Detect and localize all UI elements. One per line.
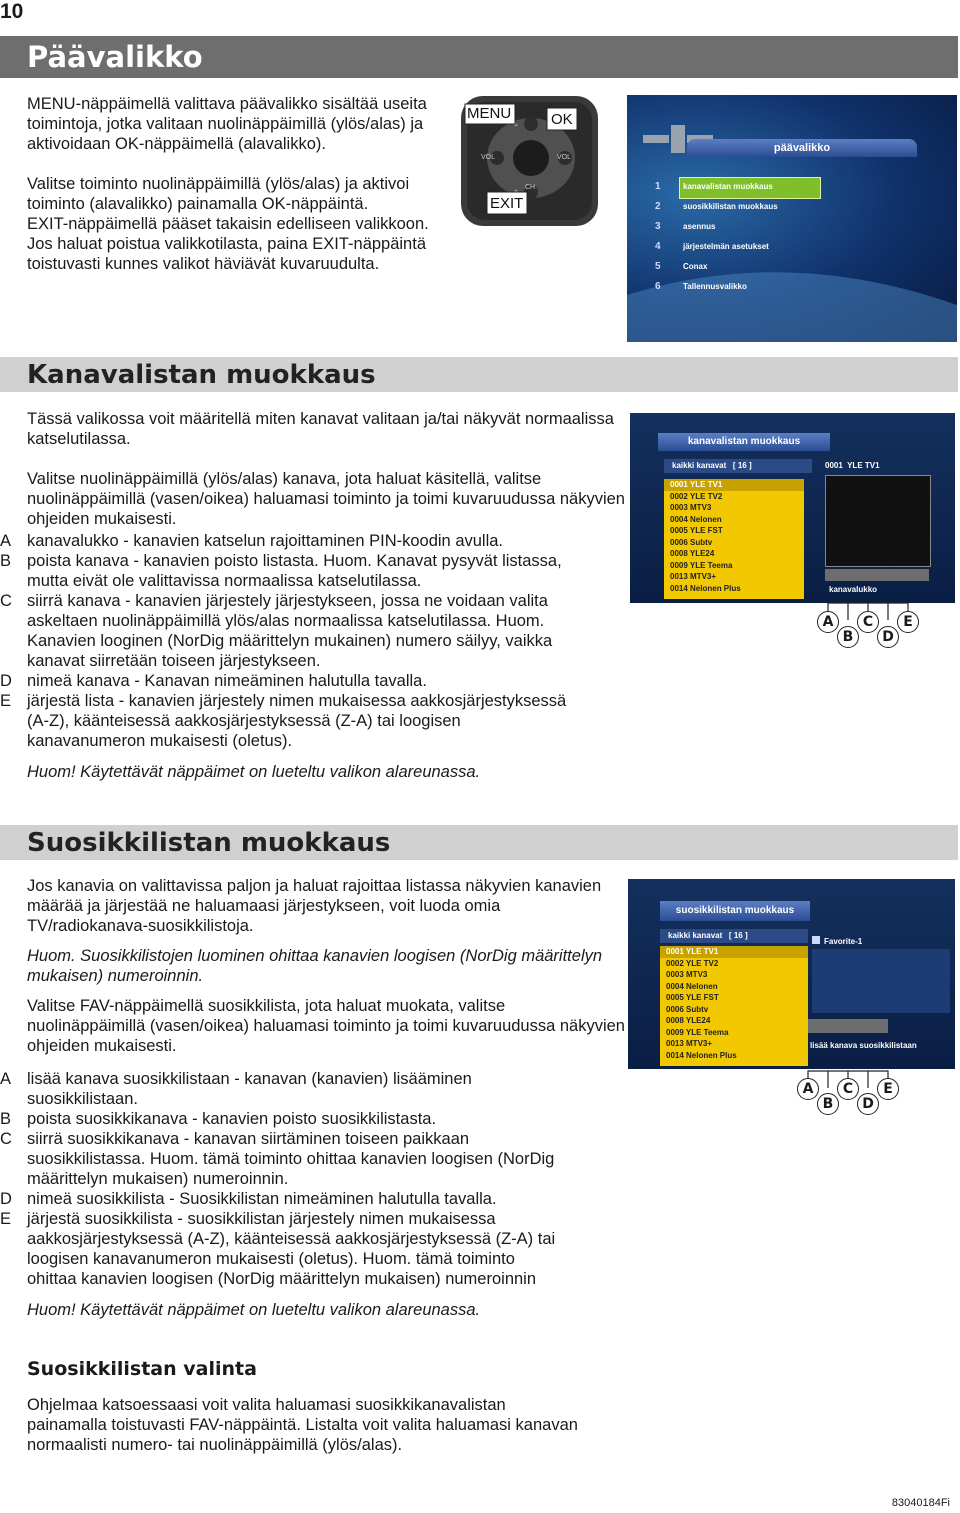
remote-menu-label: MENU bbox=[467, 105, 512, 122]
kanavalista-screen bbox=[630, 413, 955, 603]
item-letter: A bbox=[0, 1070, 12, 1088]
remote-control-image bbox=[461, 96, 598, 226]
kanavalista-function-list bbox=[0, 531, 630, 761]
item-line: mutta eivät ole valittavissa normaalissa katselutilassa. bbox=[27, 572, 422, 590]
main-paragraph-3: EXIT-näppäimellä pääset takaisin edelliseen valikkoon. Jos haluat poistua valikkotilasta, paina EXIT-näppäintä toistuvasti kunnes valikot häviävät kuvaruudulta. bbox=[27, 215, 429, 273]
item-line: kanavat siirretään toiseen järjestykseen. bbox=[27, 652, 321, 670]
channel-row: 0013 MTV3+ bbox=[670, 572, 717, 581]
suosikki-paragraph-1: Jos kanavia on valittavissa paljon ja haluat rajoittaa listassa näkyvien kanavien määrää ja järjestää ne haluamaasi järjestykseen, voit luoda omia TV/radiokanava-suosikkilistoja. bbox=[27, 877, 602, 935]
item-line: määrittelyn mukaisen) numeroinnin. bbox=[27, 1170, 289, 1188]
kanavalista-section-header bbox=[0, 357, 958, 392]
item-letter: E bbox=[0, 1210, 12, 1228]
channel-row: 0005 YLE FST bbox=[670, 526, 723, 535]
menu-item: 6 Tallennusvalikko bbox=[655, 281, 747, 292]
item-line: kanavalukko - kanavien katselun rajoittaminen PIN-koodin avulla. bbox=[27, 532, 504, 550]
kanavalista-list-header: kaikki kanavat [ 16 ] bbox=[664, 459, 812, 473]
kanavalista-screen-title: kanavalistan muokkaus bbox=[658, 433, 830, 451]
channel-row: 0003 MTV3 bbox=[670, 503, 712, 512]
item-letter: D bbox=[0, 672, 12, 690]
menu-item: 5 Conax bbox=[655, 261, 708, 272]
kanavalista-paragraph-2: Valitse nuolinäppäimillä (ylös/alas) kanava, jota haluat käsitellä, valitse nuolinäppäimillä (vasen/oikea) haluamasi toiminto ja toimi kuvaruudussa näkyvien ohjeiden mukaisesti. bbox=[27, 470, 625, 528]
channel-row: 0002 YLE TV2 bbox=[666, 958, 719, 968]
kanavalista-function-icons bbox=[825, 569, 929, 581]
suosikki-favorite-label: Favorite-1 bbox=[824, 937, 863, 946]
item-line: siirrä kanava - kanavien järjestely järjestykseen, jossa ne voidaan valita bbox=[27, 592, 548, 610]
item-line: lisää kanava suosikkilistaan - kanavan (kanavien) lisääminen bbox=[27, 1070, 472, 1088]
main-section-header bbox=[0, 36, 958, 78]
kanavalista-title: Kanavalistan muokkaus bbox=[27, 360, 376, 390]
item-line: poista suosikkikanava - kanavien poisto suosikkilistasta. bbox=[27, 1110, 437, 1128]
suosikki-favorite-header bbox=[812, 931, 950, 945]
suosikki-title: Suosikkilistan muokkaus bbox=[27, 828, 391, 858]
item-line: suosikkilistassa. Huom. tämä toiminto ohittaa kanavien loogisen (NorDig bbox=[27, 1150, 555, 1168]
channel-row: 0013 MTV3+ bbox=[666, 1039, 713, 1048]
item-line: suosikkilistaan. bbox=[27, 1090, 138, 1108]
suosikki-paragraph-2: Huom. Suosikkilistojen luominen ohittaa kanavien loogisen (NorDig määrittelyn mukaisen) numeroinnin. bbox=[27, 947, 603, 985]
main-paragraph-1: MENU-näppäimellä valittava päävalikko sisältää useita toimintoja, jotka valitaan nuolinäppäimillä (ylös/alas) ja aktivoidaan OK-näppäimellä (alavalikko). bbox=[27, 95, 427, 153]
badge-b: B bbox=[817, 1093, 839, 1115]
suosikki-intro bbox=[27, 876, 625, 1056]
item-line: Kanavien looginen (NorDig määrittelyn mukainen) numero säilyy, vaikka bbox=[27, 632, 553, 650]
channel-row: 0005 YLE FST bbox=[666, 993, 719, 1002]
valinta-title: Suosikkilistan valinta bbox=[27, 1358, 257, 1380]
kanavalista-channel-list bbox=[664, 479, 804, 599]
remote-exit-label: EXIT bbox=[490, 195, 524, 212]
remote-vol-left-label: VOL bbox=[481, 154, 496, 161]
suosikki-paragraph-3: Valitse FAV-näppäimellä suosikkilista, jota haluat muokata, valitse nuolinäppäimillä (vasen/oikea) haluamasi toiminto ja toimi kuvaruudussa näkyvien ohjeiden mukaisesti. bbox=[27, 997, 625, 1055]
badge-b: B bbox=[837, 626, 859, 648]
channel-row: 0014 Nelonen Plus bbox=[666, 1050, 737, 1060]
badge-e: E bbox=[877, 1078, 899, 1100]
channel-row-selected: 0001 YLE TV1 bbox=[660, 946, 808, 958]
remote-ok-label: OK bbox=[551, 111, 573, 128]
badge-a: A bbox=[797, 1078, 819, 1100]
item-line: siirrä suosikkikanava - kanavan siirtäminen toiseen paikkaan bbox=[27, 1130, 470, 1148]
page-number: 10 bbox=[0, 0, 24, 23]
item-line: järjestä suosikkilista - suosikkilistan järjestely nimen mukaisessa bbox=[27, 1210, 496, 1228]
kanavalista-preview-channel: 0001 YLE TV1 bbox=[825, 461, 880, 470]
main-menu-screen bbox=[627, 95, 957, 342]
channel-row: 0002 YLE TV2 bbox=[670, 491, 723, 501]
main-paragraph-2: Valitse toiminto nuolinäppäimillä (ylös/alas) ja aktivoi toiminto (alavalikko) painamalla OK-näppäintä. bbox=[27, 175, 410, 213]
item-line: nimeä kanava - Kanavan nimeäminen halutulla tavalla. bbox=[27, 672, 427, 690]
footer-code: 83040184Fi bbox=[891, 1497, 950, 1509]
kanavalista-preview-window bbox=[825, 475, 931, 567]
suosikki-function-list bbox=[0, 1069, 630, 1289]
channel-row: 0003 MTV3 bbox=[666, 970, 708, 979]
channel-row: 0008 YLE24 bbox=[666, 1016, 711, 1025]
remote-ch-label: CH bbox=[525, 184, 536, 191]
item-line: poista kanava - kanavien poisto listasta. Huom. Kanavat pysyvät listassa, bbox=[27, 552, 562, 570]
item-line: aakkosjärjestyksessä (A-Z), käänteisessä aakkosjärjestyksessä (Z-A) tai bbox=[27, 1230, 556, 1248]
menu-item: 2 suosikkilistan muokkaus bbox=[655, 201, 778, 212]
item-letter: A bbox=[0, 532, 12, 550]
kanavalista-paragraph-1: Tässä valikossa voit määritellä miten kanavat valitaan ja/tai näkyvät normaalissa katselutilassa. bbox=[27, 410, 614, 448]
channel-row: 0008 YLE24 bbox=[670, 549, 715, 558]
item-line: askeltaen nuolinäppäimillä ylös/alas normaalissa katselutilassa. Huom. bbox=[27, 612, 545, 630]
badge-d: D bbox=[857, 1093, 879, 1115]
suosikki-channel-list bbox=[660, 946, 808, 1066]
suosikki-list-header: kaikki kanavat [ 16 ] bbox=[660, 929, 808, 943]
item-line: loogisen kanavanumeron mukaisesti (oletus). Huom. tämä toiminto bbox=[27, 1250, 515, 1268]
item-line: järjestä lista - kanavien järjestely nimen mukaisessa aakkosjärjestyksessä bbox=[27, 692, 567, 710]
suosikki-screen bbox=[628, 879, 955, 1069]
channel-row: 0009 YLE Teema bbox=[666, 1027, 729, 1037]
suosikki-screen-title: suosikkilistan muokkaus bbox=[660, 901, 810, 921]
channel-row: 0014 Nelonen Plus bbox=[670, 583, 741, 593]
badge-c: C bbox=[837, 1078, 859, 1100]
menu-item: 4 järjestelmän asetukset bbox=[655, 241, 769, 252]
suosikki-note: Huom! Käytettävät näppäimet on lueteltu valikon alareunassa. bbox=[27, 1301, 481, 1319]
item-line: ohittaa kanavien loogisen (NorDig määrittelyn mukaisen) numeroinnin bbox=[27, 1270, 537, 1288]
item-line: (A-Z), käänteisessä aakkosjärjestyksessä (Z-A) tai loogisen bbox=[27, 712, 461, 730]
badge-e: E bbox=[897, 611, 919, 633]
menu-screen-title: päävalikko bbox=[687, 139, 917, 157]
suosikki-favorite-list bbox=[812, 949, 950, 1013]
channel-row-selected: 0001 YLE TV1 bbox=[664, 479, 804, 491]
suosikki-section-header bbox=[0, 825, 958, 860]
badge-c: C bbox=[857, 611, 879, 633]
page-title: Päävalikko bbox=[27, 40, 203, 74]
tv-icon bbox=[812, 936, 820, 944]
item-line: nimeä suosikkilista - Suosikkilistan nimeäminen halutulla tavalla. bbox=[27, 1190, 497, 1208]
menu-item: 1 kanavalistan muokkaus bbox=[655, 181, 773, 192]
valinta-paragraph: Ohjelmaa katsoessaasi voit valita haluamasi suosikkikanavalistan painamalla toistuvasti FAV-näppäintä. Listalta voit valita haluamasi kanavan normaalisti numero- tai nuolinäppäimillä (ylös/alas). bbox=[27, 1396, 578, 1454]
menu-item: 3 asennus bbox=[655, 221, 716, 232]
channel-row: 0006 Subtv bbox=[670, 537, 713, 547]
channel-row: 0009 YLE Teema bbox=[670, 560, 733, 570]
item-letter: D bbox=[0, 1190, 12, 1208]
badge-d: D bbox=[877, 626, 899, 648]
kanavalista-function-label: kanavalukko bbox=[829, 585, 878, 594]
item-line: kanavanumeron mukaisesti (oletus). bbox=[27, 732, 293, 750]
channel-row: 0004 Nelonen bbox=[670, 514, 722, 524]
kanavalista-intro bbox=[27, 409, 627, 529]
remote-vol-right-label: VOL bbox=[557, 154, 572, 161]
item-letter: B bbox=[0, 1110, 12, 1128]
item-letter: C bbox=[0, 592, 12, 610]
kanavalista-note: Huom! Käytettävät näppäimet on lueteltu valikon alareunassa. bbox=[27, 763, 481, 781]
item-letter: C bbox=[0, 1130, 12, 1148]
main-intro bbox=[27, 94, 437, 274]
channel-row: 0004 Nelonen bbox=[666, 981, 718, 991]
item-letter: E bbox=[0, 692, 12, 710]
suosikki-function-label: lisää kanava suosikkilistaan bbox=[810, 1041, 917, 1050]
menu-list bbox=[655, 181, 778, 301]
channel-row: 0006 Subtv bbox=[666, 1004, 709, 1014]
badge-a: A bbox=[817, 611, 839, 633]
suosikki-function-icons bbox=[808, 1019, 888, 1033]
item-letter: B bbox=[0, 552, 12, 570]
